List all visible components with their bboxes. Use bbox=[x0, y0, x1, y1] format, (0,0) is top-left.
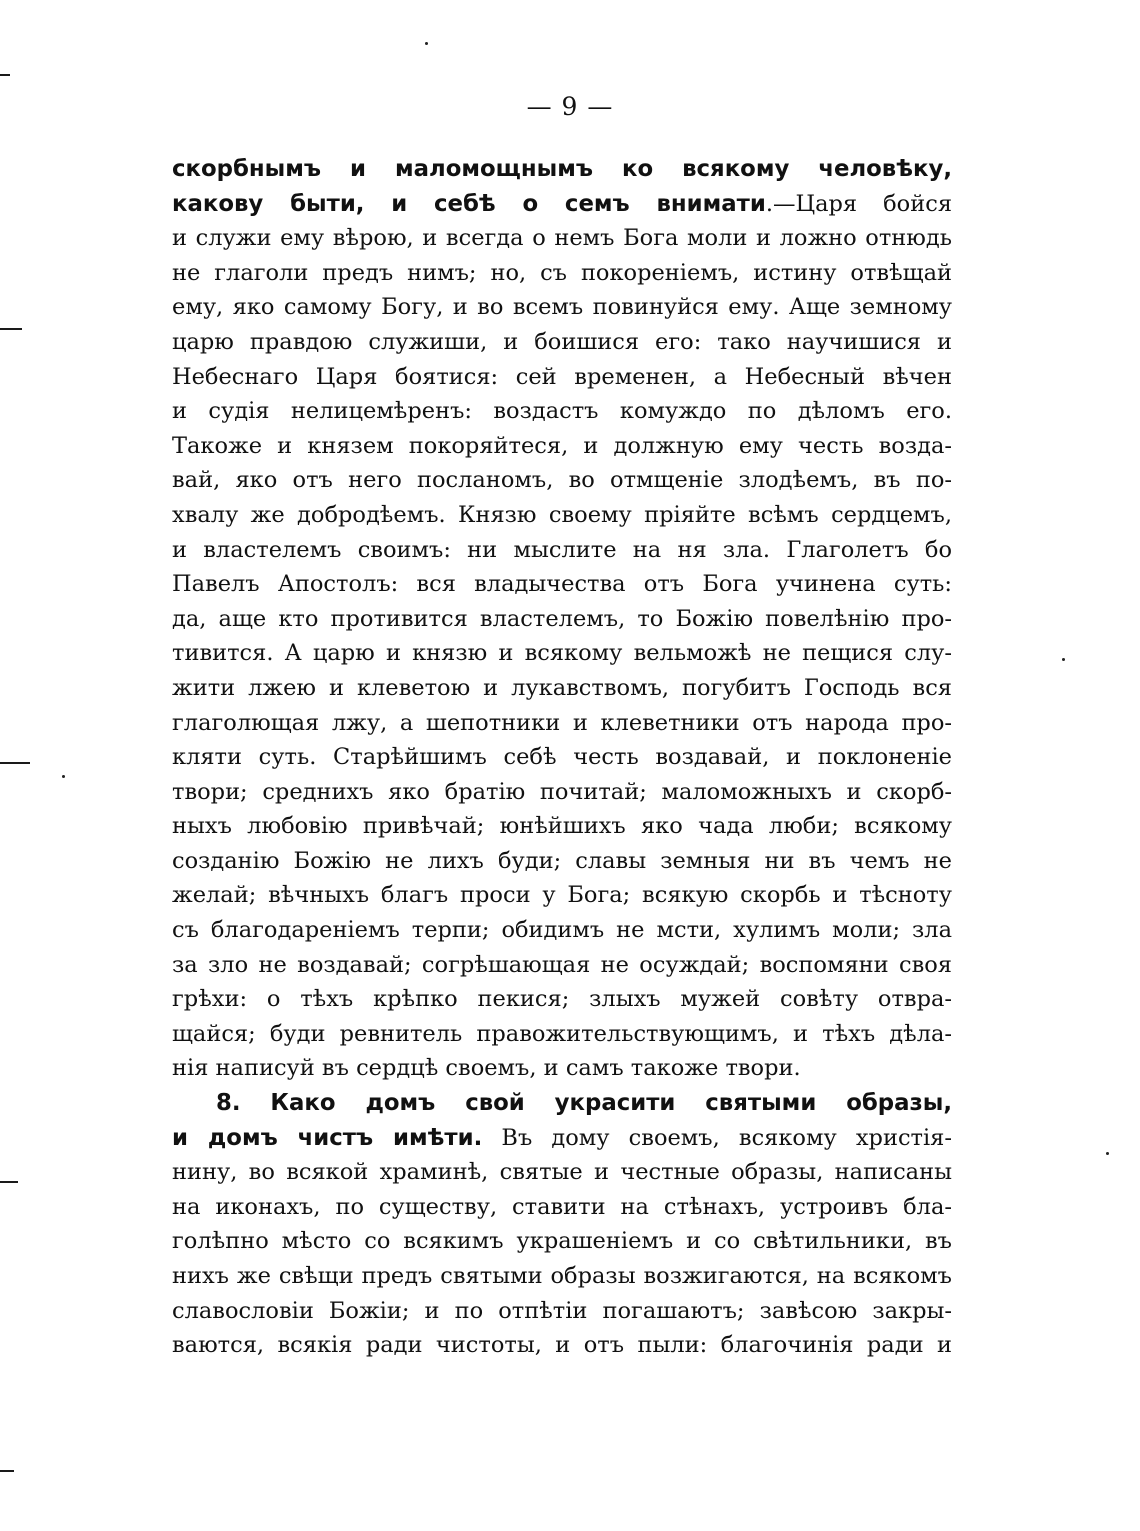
text-line: созданiю Божiю не лихъ буди; славы земныя ни въ чемъ не bbox=[172, 847, 952, 874]
text-line: съ благодаренiемъ терпи; обидимъ не мсти, хулимъ моли; зла bbox=[172, 917, 952, 944]
text-line: глаголющая лжу, а шепотники и клеветники отъ народа про- bbox=[172, 709, 952, 736]
text-line: Такоже и князем покоряйтеся, и должную ему честь возда- bbox=[172, 432, 952, 459]
text-line: да, аще кто противится властелемъ, то Божiю повелѣнiю про- bbox=[172, 605, 952, 632]
text-line: царю правдою служиши, и боишися его: тако научишися и bbox=[172, 328, 952, 355]
page-number: — 9 — bbox=[526, 92, 614, 121]
section-heading-line: 8. Како домъ свой украсити святыми образы, bbox=[216, 1090, 952, 1117]
scan-speck bbox=[1106, 1152, 1109, 1155]
text-line: ему, яко самому Богу, и во всемъ повинуйся ему. Аще земному bbox=[172, 294, 952, 321]
text-line: на иконахъ, по существу, ставити на стѣнахъ, устроивъ бла- bbox=[172, 1193, 952, 1220]
scan-speck bbox=[425, 42, 428, 45]
text-line: Небеснаго Царя боятися: сей временен, а Небесный вѣчен bbox=[172, 363, 952, 390]
text-line: ваются, всякiя ради чистоты, и отъ пыли: благочинiя ради и bbox=[172, 1332, 952, 1359]
text-line: нихъ же свѣщи предъ святыми образы возжигаются, на всякомъ bbox=[172, 1263, 952, 1289]
text-line: Павелъ Апостолъ: вся владычества отъ Бога учинена суть: bbox=[172, 571, 952, 598]
scan-edge-mark bbox=[0, 74, 10, 76]
text-line: голѣпно мѣсто со всякимъ украшенiемъ и со свѣтильники, въ bbox=[172, 1228, 952, 1255]
scan-edge-mark bbox=[0, 1181, 18, 1183]
text-line: какову быти, и себѣ о семъ внимати.—Царя бойся bbox=[172, 190, 952, 217]
text-line: славословiи Божiи; и по отпѣтiи погашаютъ; завѣсою закры- bbox=[172, 1297, 952, 1324]
scan-speck bbox=[62, 775, 65, 778]
text-line: хвалу же добродѣемъ. Князю своему прiяйте всѣмъ сердцемъ, bbox=[172, 501, 952, 528]
text-line: нину, во всякой храминѣ, святые и честные образы, написаны bbox=[172, 1159, 952, 1186]
text-line: щайся; буди ревнитель правожительствующимъ, и тѣхъ дѣла- bbox=[172, 1020, 952, 1047]
text-line: тивится. А царю и князю и всякому вельможѣ не пещися слу- bbox=[172, 640, 952, 667]
text-line: нiя написуй въ сердцѣ своемъ, и самъ такоже твори. bbox=[172, 1055, 801, 1082]
text-line: вай, яко отъ него посланомъ, во отмщенiе злодѣемъ, въ по- bbox=[172, 467, 952, 494]
text-line: за зло не воздавай; согрѣшающая не осуждай; воспомяни своя bbox=[172, 951, 952, 978]
text-line: твори; среднихъ яко братiю почитай; маломожныхъ и скорб- bbox=[172, 778, 952, 805]
text-line: и властелемъ своимъ: ни мыслите на ня зла. Глаголетъ бо bbox=[172, 536, 952, 563]
text-line: ныхъ любовiю привѣчай; юнѣйшихъ яко чада люби; всякому bbox=[172, 813, 952, 840]
section-heading-line: и домъ чистъ имѣти. Въ дому своемъ, всякому христiя- bbox=[172, 1124, 952, 1151]
body-text bbox=[172, 152, 952, 1363]
scan-speck bbox=[1062, 658, 1065, 661]
text-line: жити лжею и клеветою и лукавствомъ, погубитъ Господь вся bbox=[172, 674, 952, 701]
text-line: не глаголи предъ нимъ; но, съ покоренiемъ, истину отвѣщай bbox=[172, 259, 952, 286]
scan-edge-mark bbox=[0, 762, 30, 764]
text-line: и служи ему вѣрою, и всегда о немъ Бога моли и ложно отнюдь bbox=[172, 225, 952, 252]
text-line: и судiя нелицемѣренъ: воздастъ комуждо по дѣломъ его. bbox=[172, 398, 952, 425]
scan-edge-mark bbox=[0, 1470, 14, 1472]
text-line: грѣхи: о тѣхъ крѣпко пекися; злыхъ мужей совѣту отвра- bbox=[172, 986, 952, 1013]
scan-edge-mark bbox=[0, 328, 22, 330]
text-line: желай; вѣчныхъ благъ проси у Бога; всякую скорбь и тѣсноту bbox=[172, 882, 952, 909]
text-line: скорбнымъ и маломощнымъ ко всякому человѣку, bbox=[172, 156, 952, 182]
text-line: кляти суть. Старѣйшимъ себѣ честь воздавай, и поклоненiе bbox=[172, 744, 952, 771]
